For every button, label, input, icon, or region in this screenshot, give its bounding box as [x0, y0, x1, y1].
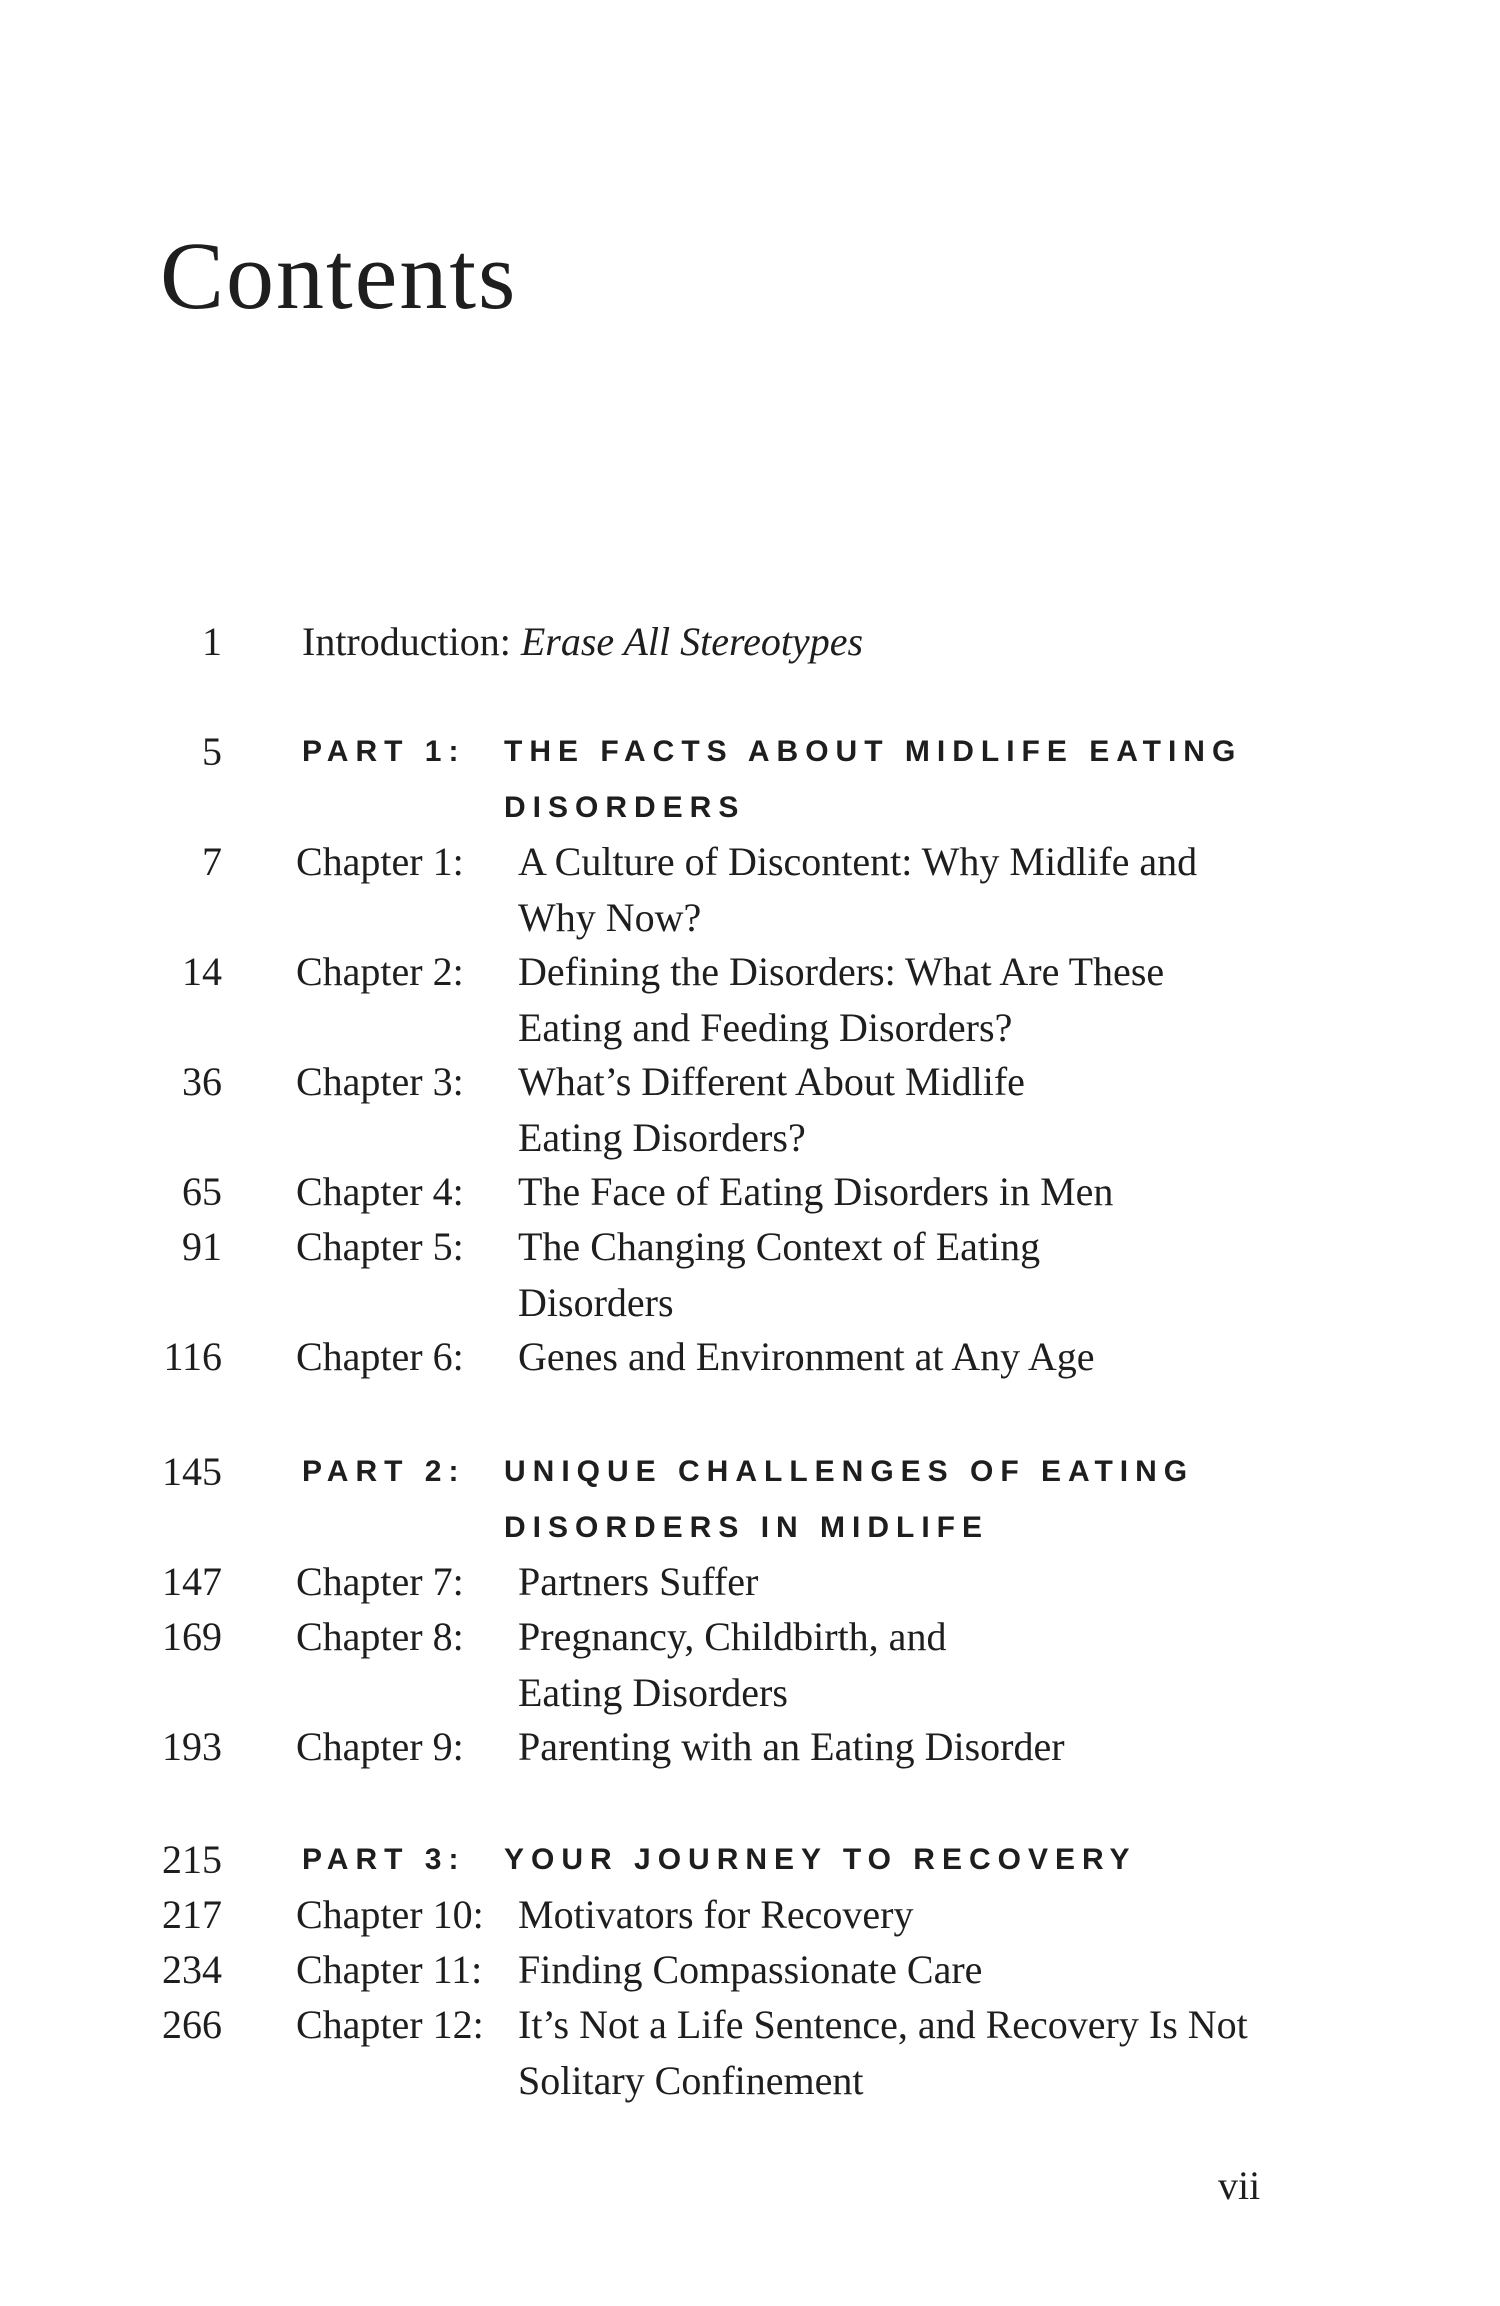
page-number: 65	[182, 1169, 222, 1214]
page-number: 145	[162, 1449, 222, 1494]
part-title: YOUR JOURNEY TO RECOVERY	[504, 1843, 1137, 1876]
chapter-title: Motivators for Recovery	[518, 1892, 914, 1937]
chapter-title: The Face of Eating Disorders in Men	[518, 1169, 1114, 1214]
part-label: PART 2:	[302, 1455, 466, 1488]
chapter-title: A Culture of Discontent: Why Midlife and Why Now?	[518, 839, 1198, 940]
chapter-label: Chapter 1:	[296, 839, 464, 884]
page-folio: vii	[1218, 2163, 1261, 2208]
page-number: 266	[162, 2002, 222, 2047]
chapter-label: Chapter 12:	[296, 2002, 484, 2047]
chapter-title: Pregnancy, Childbirth, and Eating Disorders	[518, 1614, 947, 1715]
chapter-label: Chapter 10:	[296, 1892, 484, 1937]
chapter-label: Chapter 7:	[296, 1559, 464, 1604]
introduction-subtitle: Erase All Stereotypes	[520, 619, 864, 664]
page-number: 36	[182, 1059, 222, 1104]
chapter-label: Chapter 3:	[296, 1059, 464, 1104]
chapter-title: Parenting with an Eating Disorder	[518, 1724, 1065, 1769]
chapter-label: Chapter 4:	[296, 1169, 464, 1214]
page-number: 147	[162, 1559, 222, 1604]
part-title: THE FACTS ABOUT MIDLIFE EATING DISORDERS	[504, 735, 1243, 824]
chapter-title: Genes and Environment at Any Age	[518, 1334, 1095, 1379]
page-number: 7	[202, 839, 222, 884]
chapter-title: The Changing Context of Eating Disorders	[518, 1224, 1041, 1325]
part-label: PART 1:	[302, 735, 466, 768]
chapter-title: What’s Different About Midlife Eating Disorders?	[518, 1059, 1025, 1160]
page-number: 91	[182, 1224, 222, 1269]
chapter-label: Chapter 11:	[296, 1947, 483, 1992]
page-number: 234	[162, 1947, 222, 1992]
chapter-title: Defining the Disorders: What Are These Eating and Feeding Disorders?	[518, 949, 1165, 1050]
page-number: 5	[202, 729, 222, 774]
page-number: 217	[162, 1892, 222, 1937]
chapter-title: It’s Not a Life Sentence, and Recovery Is Not Solitary Confinement	[518, 2002, 1248, 2103]
introduction-label: Introduction:	[302, 619, 521, 664]
part-title: UNIQUE CHALLENGES OF EATING DISORDERS IN MIDLIFE	[504, 1455, 1195, 1544]
chapter-title: Finding Compassionate Care	[518, 1947, 983, 1992]
page-number: 1	[202, 619, 222, 664]
page-number: 14	[182, 949, 222, 994]
page-title: Contents	[160, 222, 518, 329]
page-number: 116	[163, 1334, 222, 1379]
chapter-title: Partners Suffer	[518, 1559, 759, 1604]
chapter-label: Chapter 9:	[296, 1724, 464, 1769]
chapter-label: Chapter 2:	[296, 949, 464, 994]
page-number: 215	[162, 1837, 222, 1882]
chapter-label: Chapter 6:	[296, 1334, 464, 1379]
page-number: 169	[162, 1614, 222, 1659]
chapter-label: Chapter 5:	[296, 1224, 464, 1269]
chapter-label: Chapter 8:	[296, 1614, 464, 1659]
part-label: PART 3:	[302, 1843, 466, 1876]
page-number: 193	[162, 1724, 222, 1769]
introduction-title	[302, 614, 863, 670]
